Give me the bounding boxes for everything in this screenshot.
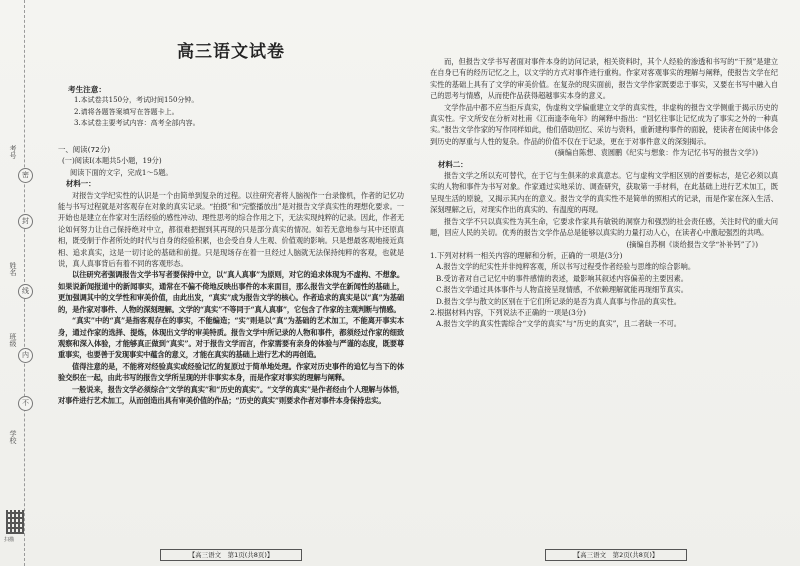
page-1-column (58, 0, 404, 566)
material-heading: 材料一： (66, 179, 96, 189)
seal-char-2: 封 (18, 214, 33, 229)
school-label: 学校 (9, 430, 17, 444)
subsection-heading: (一)阅读Ⅰ(本题共5小题，19分) (62, 156, 162, 166)
seal-char-1: 密 (18, 168, 33, 183)
paper-title: 高三语文试卷 (177, 42, 285, 62)
exam-no-label: 考号 (9, 145, 17, 159)
question-1: 1.下列对材料一相关内容的理解和分析，正确的一项是(3分) (430, 250, 623, 260)
instruction: 阅读下面的文字，完成1～5题。 (70, 167, 173, 177)
paragraph: 而，但报告文学书写者面对事件本身的访问记录，相关资料时，其个人经验的渗透和书写的“干预”是建立在自身已有的经历记忆之上，以文学的方式对事件进行重构。作家对客观事实的理解与阐释，使报告文学在纪实性的基础上具有了文学的审美价值。在复杂的现实面前，报告文学作家既要忠于事实，又要在书写中融入自己的思考与情感，从而使作品获得超越事实本身的意义。 (430, 57, 778, 101)
paragraph: 值得注意的是，不能将对经验真实或经验记忆的复原过于简单地处理。作家对历史事件的追忆与当下的体验交织在一起，由此书写的报告文学所呈现的并非事实本身，而是作家对事实的理解与阐释。 (58, 361, 404, 383)
option-a: A.报告文学的真实性需综合“文学的真实”与“历史的真实”，且二者缺一不可。 (436, 319, 681, 329)
paragraph: 对报告文学纪实性的认识是一个由简单到复杂的过程。以往研究者将人脑视作一台录像机，作者的记忆功能与书写过程就是对客观存在对象的真实记录。“拍摄”和“完整播放出”是对报告文学真实性的理想化要求。一开始也是建立在作家对生活经验的感性冲动、理性思考的综合作用之下，无法实现纯粹的记录。因此，作者无论如何努力让自己保持绝对中立，都很难把握到其再现的只是部分真实的情况。如若无意地参与其中还原真相，既受制于作者所处的时代与自身的经验积累，也会受自身人生观、价值观的影响。只是想最客观地接近真相、追求真实，这是一切讨论的基础和前提。只是现场存在着一旦经过人脑就无法保持纯粹的客观，也就是说，真人真事背后有着不同的客观形态。 (58, 190, 404, 269)
source-citation: (摘编自苏桐《谈给报告文学“补补钙”了》) (626, 239, 758, 249)
name-label: 姓名 (9, 262, 17, 276)
paragraph: 报告文学不只以真实性为其生命，它要求作家具有敏锐的洞察力和强烈的社会责任感，关注时代的重大问题，回应人民的关切。优秀的报告文学作品总是能够以真实的力量打动人心，在读者心中激起强烈的共鸣。 (430, 216, 778, 238)
section-heading: 一、阅读(72分) (58, 145, 111, 154)
qr-caption: 扫描 (4, 537, 15, 543)
seal-char-3: 线 (18, 284, 33, 299)
seal-line (24, 0, 25, 566)
paragraph: “真实”中的“真”是指客观存在的事实，不能编造；“实”则是以“真”为基础的艺术加工，不能离开事实本身，通过作家的选择、提炼，体现出文学的审美特质。报告文学中所记录的人物和事件，都须经过作家的细致观察和深入体验，才能够真正做到“真实”。对于报告文学而言，作家需要有亲身的体验与严谨的态度，既要尊重事实，也要善于发现事实中蕴含的意义，才能在真实的基础上进行艺术的再创造。 (58, 316, 404, 360)
notice-item: 1.本试卷共150分，考试时间150分钟。 (74, 96, 199, 105)
option-c: C.报告文学通过具体事件与人物直接呈现情感，不依赖理解就能再现细节真实。 (436, 285, 688, 295)
seal-char-5: 不 (18, 396, 33, 411)
qr-code-icon (6, 510, 24, 534)
paragraph: 一般说来，报告文学必须综合“文学的真实”和“历史的真实”。“文学的真实”是作者经由个人理解与体悟，对事件进行艺术加工，从而创造出具有审美价值的作品；“历史的真实”则要求作者对事件本身保持忠实。 (58, 384, 404, 405)
page-2-footer: 【高三语文 第2页(共8页)】 (545, 549, 687, 561)
class-label: 班级 (9, 333, 17, 347)
option-a: A.报告文学的纪实性并非纯粹客观，所以书写过程受作者经验与思维的综合影响。 (436, 262, 696, 272)
paragraph: 文学作品中都不应当拒斥真实，伪虚构文学偏重建立文学的真实性，非虚构的报告文学侧重于揭示历史的真实性。宇文所安在分析对杜甫《江南逢李龟年》的阐释中指出：“回忆往事让记忆成为了事实之外的一种真实。”报告文学作家的写作同样如此，他们借助回忆、采访与资料，重新建构事件的面貌，使读者在阅读中体会到历史的厚重与人性的复杂。作品的价值不仅在于记录，更在于对事件意义的深刻揭示。 (430, 102, 778, 146)
notice-heading: 考生注意： (68, 85, 106, 94)
seal-char-4: 内 (18, 348, 33, 363)
source-citation: (摘编自陈想、袁圆鹏《纪实与想象：作为记忆书写的报告文学》) (554, 148, 758, 158)
material-heading: 材料二： (438, 159, 468, 169)
binding-strip (0, 0, 50, 566)
question-2: 2.根据材料内容，下列说法不正确的一项是(3分) (430, 307, 586, 317)
option-d: D.报告文学与散文的区别在于它们所记录的是否为真人真事与作品的真实性。 (436, 296, 681, 306)
notice-item: 2.请将各题答案填写在答题卡上。 (74, 107, 179, 116)
notice-item: 3.本试卷主要考试内容：高考全部内容。 (74, 119, 200, 128)
reading-continued (430, 56, 778, 330)
option-b: B.受访者对自己记忆中的事件感情的表述，最影响其叙述内容偏差的主要因素。 (436, 273, 688, 283)
exam-notice (64, 84, 384, 130)
page-1-footer: 【高三语文 第1页(共8页)】 (160, 549, 302, 561)
reading-section (58, 144, 404, 406)
paragraph: 以往研究者强调报告文学书写者要保持中立，以“真人真事”为原则，对它的追求体现为不虚构、不想象。如果说新闻报道中的新闻事实，通常在不偏不倚地反映出事件的本来面目，那么报告文学在新闻性的基础上，更加强调其中的文学性和审美价值，由此出发，“真实”成为报告文学的核心。作者追求的真实是以“真”为基础的，是作家对事件、人物的深刻理解。文学的“真实”不等同于“真人真事”，它包含了作家的主观判断与情感。 (58, 270, 404, 314)
page-2-column (430, 0, 778, 566)
paragraph: 报告文学之所以充可替代，在于它与生俱来的求真意志。它与虚构文学相区别的首要标志，是它必须以真实的人物和事件为书写对象。作家通过实地采访、调查研究，获取第一手材料，在此基础上进行艺术加工，既呈现生活的原貌，又揭示其内在的意义。报告文学的真实性不是简单的照相式的记录，而是作家在深入生活、深刻理解之后，对现实作出的真实的、有温度的再现。 (430, 171, 778, 215)
